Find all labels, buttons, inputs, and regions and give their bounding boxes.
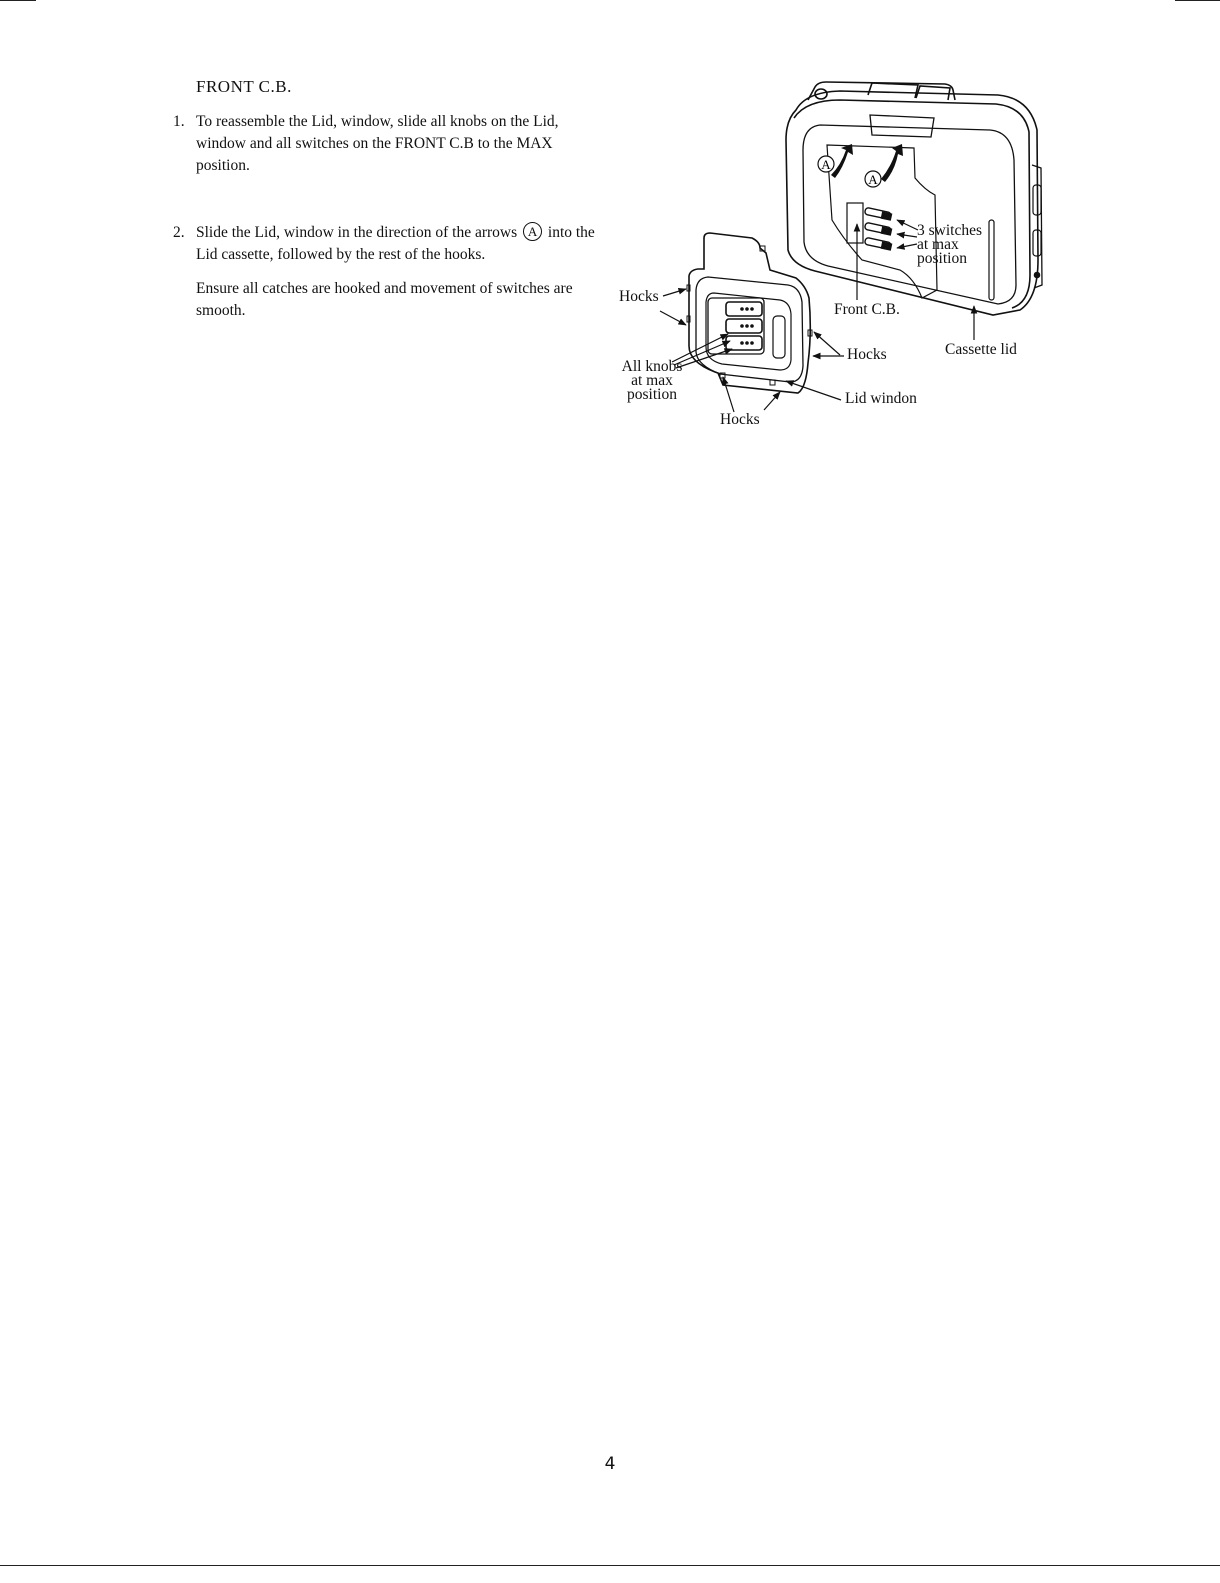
label-switches-line-2: at max [917, 236, 959, 253]
section-heading: FRONT C.B. [196, 77, 292, 96]
step-2 [173, 222, 605, 334]
label-hocks-bottom: Hocks [720, 411, 760, 428]
page-number: 4 [604, 1454, 616, 1474]
label-all-knobs-line-1: All knobs [621, 358, 683, 375]
cassette-body [786, 82, 1042, 318]
step-text: To reassemble the Lid, window, slide all knobs on the Lid, window and all switches on the FRONT C.B to the MAX position. [196, 113, 559, 174]
label-front-cb: Front C.B. [834, 301, 900, 318]
crop-mark-top-left [0, 0, 36, 1]
arrow-a-label-2: A [868, 172, 878, 187]
label-all-knobs [612, 360, 692, 402]
lid-window [687, 233, 812, 393]
label-3-switches [917, 224, 982, 266]
step-body [196, 111, 605, 177]
label-hocks-right: Hocks [847, 346, 887, 363]
step-text-after: into the Lid cassette, followed by the rest of the hooks. [196, 224, 595, 263]
assembly-figure [600, 70, 1060, 450]
front-cb-switches [864, 207, 891, 250]
label-switches-line-3: position [917, 250, 967, 267]
step-note: Ensure all catches are hooked and movement of switches are smooth. [196, 280, 573, 319]
step-body [196, 222, 605, 322]
step-number: 1. [173, 113, 185, 130]
step-text [196, 222, 605, 266]
label-switches-line-1: 3 switches [917, 222, 983, 239]
crop-mark-bottom [0, 1565, 1220, 1566]
label-hocks-left: Hocks [619, 288, 659, 305]
arrow-a-symbol: A [523, 222, 542, 241]
label-all-knobs-line-3: position [627, 386, 677, 403]
step-number: 2. [173, 224, 185, 241]
label-all-knobs-line-2: at max [631, 372, 673, 389]
step-1 [173, 111, 605, 189]
crop-mark-top-right [1175, 0, 1220, 1]
arrow-a-label-1: A [821, 157, 831, 172]
label-cassette-lid: Cassette lid [945, 341, 1017, 358]
step-text-before: Slide the Lid, window in the direction of the arrows [196, 224, 518, 241]
slide-arrows [818, 144, 903, 187]
label-lid-window: Lid windon [845, 390, 917, 407]
